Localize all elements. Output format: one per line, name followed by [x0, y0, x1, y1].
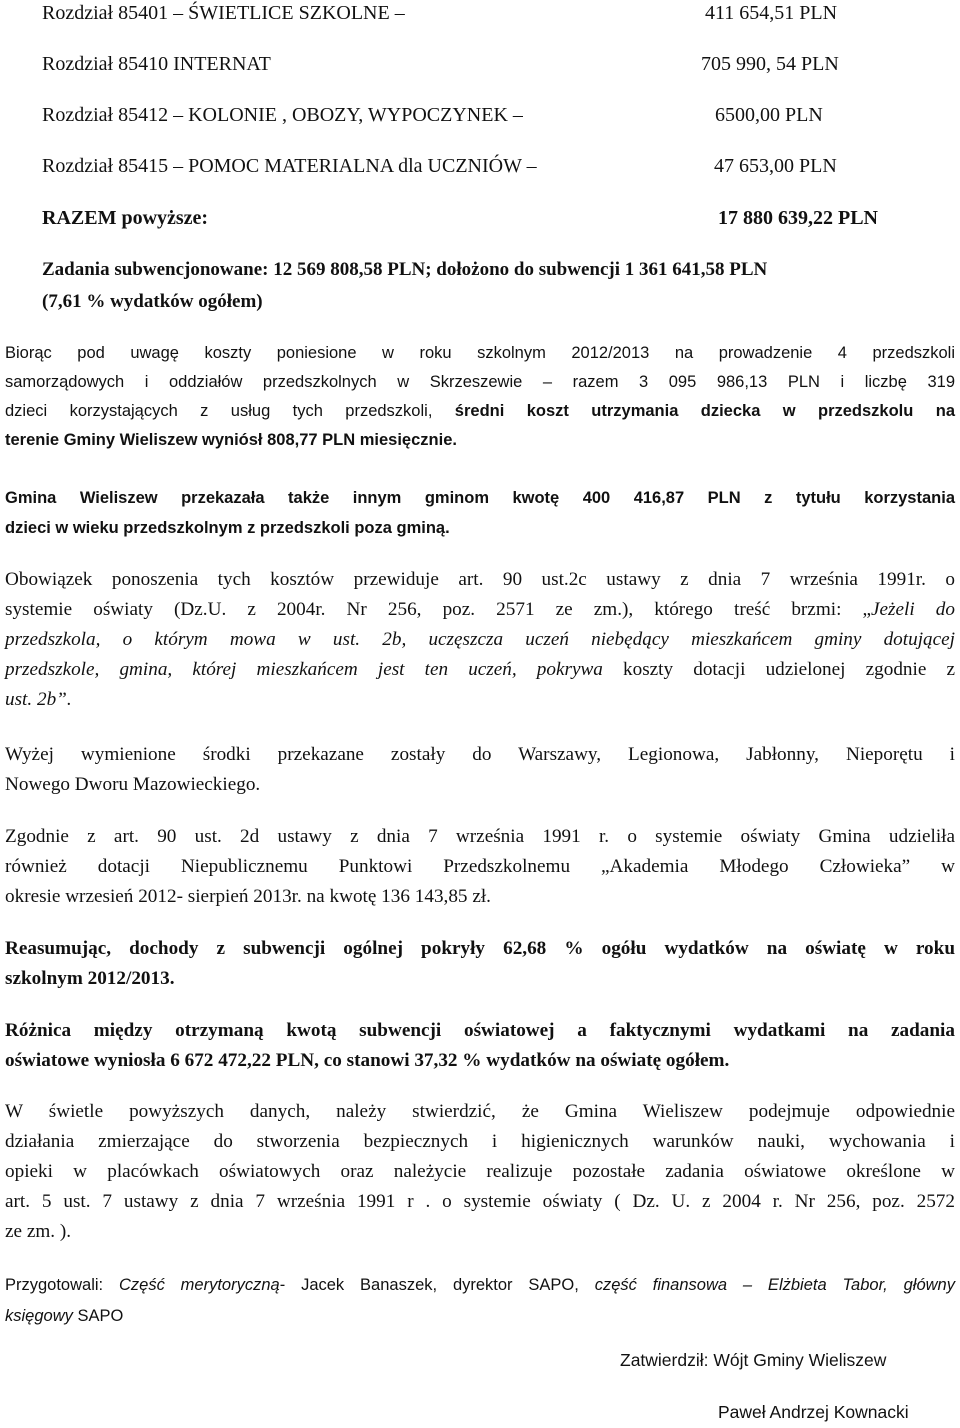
prepared-by-person: - Jacek Banaszek, dyrektor SAPO, — [279, 1276, 595, 1294]
paragraph-legal-basis — [5, 565, 955, 715]
text-line: Zgodnie z art. 90 ust. 2d ustawy z dnia 7 września 1991 r. o systemie oświaty Gmina udzieliła — [5, 826, 955, 847]
text-line — [5, 397, 955, 426]
text-fragment-italic: ust. 2b”. — [5, 689, 72, 710]
signatory-name: Paweł Andrzej Kownacki — [718, 1402, 909, 1422]
text-line — [5, 595, 955, 625]
approved-by: Zatwierdził: Wójt Gminy Wieliszew — [620, 1350, 887, 1370]
text-line: Wyżej wymienione środki przekazane zostały do Warszawy, Legionowa, Jabłonny, Nieporętu i — [5, 744, 955, 765]
paragraph-summary-coverage — [5, 934, 955, 994]
text-fragment: systemie oświaty (Dz.U. z 2004r. Nr 256, poz. 2571 ze zm.), którego treść brzmi: „ — [5, 599, 872, 620]
paragraph-conclusion — [5, 1097, 955, 1247]
text-line: W świetle powyższych danych, należy stwierdzić, że Gmina Wieliszew podejmuje odpowiednie — [5, 1101, 955, 1122]
text-line: Obowiązek ponoszenia tych kosztów przewiduje art. 90 ust.2c ustawy z dnia 7 września 1991r. o — [5, 569, 955, 590]
total-value: 17 880 639,22 PLN — [718, 207, 878, 229]
text-line — [5, 625, 955, 655]
text-line — [5, 1301, 955, 1332]
subsidy-line-1: Zadania subwencjonowane: 12 569 808,58 PLN; dołożono do subwencji 1 361 641,58 PLN — [42, 259, 768, 280]
prepared-by-org: SAPO — [72, 1307, 124, 1325]
text-fragment-italic: przedszkola, o którym mowa w ust. 2b, uczęszcza uczeń niebędący mieszkańcem gminy dotującej — [5, 629, 955, 650]
prepared-by-finance: część finansowa – Elżbieta Tabor, główny — [594, 1276, 955, 1294]
text-line: Biorąc pod uwagę koszty poniesione w roku szkolnym 2012/2013 na prowadzenie 4 przedszkoli — [5, 344, 955, 362]
section-value-85401: 411 654,51 PLN — [705, 2, 838, 24]
paragraph-difference — [5, 1016, 955, 1076]
text-line: Różnica między otrzymaną kwotą subwencji oświatowej a faktycznymi wydatkami na zadania — [5, 1020, 955, 1041]
text-line: okresie wrzesień 2012- sierpień 2013r. na kwotę 136 143,85 zł. — [5, 886, 491, 907]
text-line: również dotacji Niepublicznemu Punktowi Przedszkolnemu „Akademia Młodego Człowieka” w — [5, 856, 955, 877]
prepared-by-finance-role: księgowy — [5, 1307, 73, 1325]
prepared-by-label: Przygotowali: — [5, 1276, 119, 1294]
text-line: art. 5 ust. 7 ustawy z dnia 7 września 1991 r . o systemie oświaty ( Dz. U. z 2004 r. Nr 256, poz. 2572 — [5, 1191, 955, 1212]
text-line: samorządowych i oddziałów przedszkolnych w Skrzeszewie – razem 3 095 986,13 PLN i liczbę 319 — [5, 373, 955, 391]
section-label-85401: Rozdział 85401 – ŚWIETLICE SZKOLNE – — [42, 2, 405, 24]
paragraph-transfers-to-other-gminas — [5, 483, 955, 543]
text-line: opieki w placówkach oświatowych oraz należycie realizuje pozostałe zadania oświatowe określone w — [5, 1161, 955, 1182]
total-label: RAZEM powyższe: — [42, 207, 209, 229]
section-value-85412: 6500,00 PLN — [715, 104, 823, 126]
paragraph-recipients — [5, 740, 955, 800]
subsidy-line-2: (7,61 % wydatków ogółem) — [42, 291, 263, 312]
text-line: oświatowe wyniosła 6 672 472,22 PLN, co stanowi 37,32 % wydatków na oświatę ogółem. — [5, 1050, 730, 1071]
prepared-by-role: Część merytoryczną — [118, 1276, 280, 1294]
section-label-85412: Rozdział 85412 – KOLONIE , OBOZY, WYPOCZYNEK – — [42, 104, 523, 126]
section-label-85415: Rozdział 85415 – POMOC MATERIALNA dla UCZNIÓW – — [42, 155, 537, 177]
section-label-85410: Rozdział 85410 INTERNAT — [42, 53, 271, 75]
text-fragment: dzieci korzystających z usług tych przedszkoli, — [5, 402, 455, 420]
text-fragment-italic: Jeżeli do — [871, 599, 955, 620]
text-line: Nowego Dworu Mazowieckiego. — [5, 774, 261, 795]
text-line: terenie Gminy Wieliszew wyniósł 808,77 PLN miesięcznie. — [5, 431, 457, 449]
text-line: Reasumując, dochody z subwencji ogólnej pokryły 62,68 % ogółu wydatków na oświatę w roku — [5, 938, 955, 959]
paragraph-kindergarten-costs — [5, 339, 955, 455]
text-line: Gmina Wieliszew przekazała także innym gminom kwotę 400 416,87 PLN z tytułu korzystania — [5, 489, 955, 507]
text-fragment-italic: przedszkole, gmina, której mieszkańcem jest ten uczeń, pokrywa — [5, 659, 603, 680]
paragraph-private-kindergarten-subsidy — [5, 822, 955, 912]
text-line: szkolnym 2012/2013. — [5, 968, 175, 989]
section-value-85410: 705 990, 54 PLN — [701, 53, 839, 75]
text-line: ze zm. ). — [5, 1221, 72, 1242]
text-fragment-bold: średni koszt utrzymania dziecka w przedszkolu na — [454, 402, 955, 420]
text-fragment: koszty dotacji udzielonej zgodnie z — [602, 659, 955, 680]
section-value-85415: 47 653,00 PLN — [714, 155, 837, 177]
text-line — [5, 1270, 955, 1301]
prepared-by — [5, 1270, 955, 1332]
text-line: działania zmierzające do stworzenia bezpiecznych i higienicznych warunków nauki, wychowania i — [5, 1131, 955, 1152]
text-line — [5, 685, 955, 715]
text-line: dzieci w wieku przedszkolnym z przedszkoli poza gminą. — [5, 519, 450, 537]
text-line — [5, 655, 955, 685]
